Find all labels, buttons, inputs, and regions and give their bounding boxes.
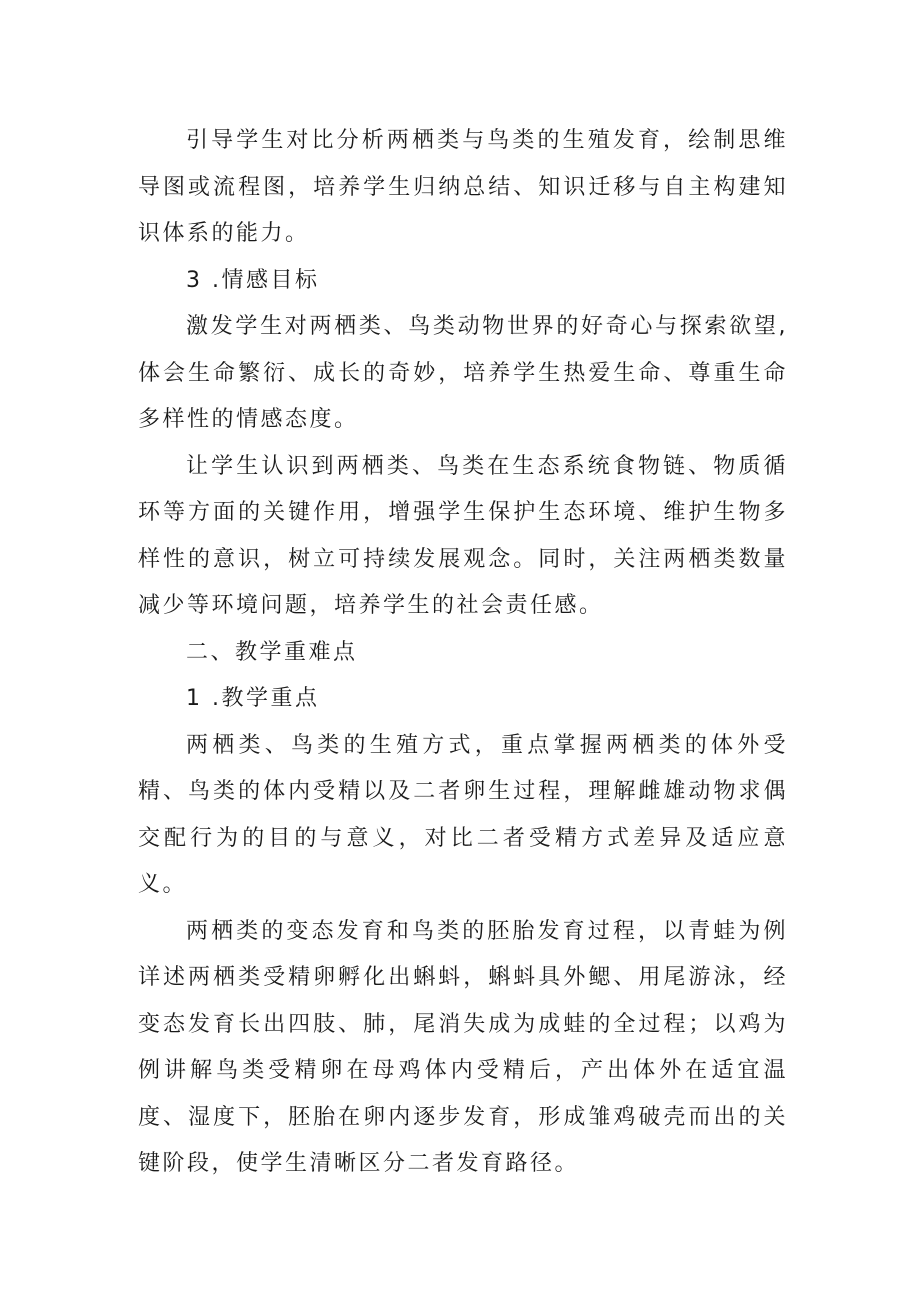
heading-emotional-goals: 3 .情感目标 — [186, 267, 320, 293]
heading-teaching-focus: 1 .教学重点 — [186, 686, 320, 711]
paragraph-thinking-map-ability: 引导学生对比分析两栖类与鸟类的生殖发育，绘制思维导图或流程图，培养学生归纳总结、知识迁移与自主构建知识体系的能力。 — [138, 128, 788, 246]
heading-key-difficult-points: 二、教学重难点 — [186, 639, 358, 665]
paragraph-curiosity-life: 激发学生对两栖类、鸟类动物世界的好奇心与探索欲望,体会生命繁衍、成长的奇妙，培养学生热爱生命、尊重生命多样性的情感态度。 — [138, 314, 788, 432]
paragraph-development-process: 两栖类的变态发育和鸟类的胚胎发育过程，以青蛙为例详述两栖类受精卵孵化出蝌蚪，蝌蚪具外鳃、用尾游泳，经变态发育长出四肢、肺，尾消失成为成蛙的全过程；以鸡为例讲解鸟类受精卵在母鸡体内受精后，产出体外在适宜温度、湿度下，胚胎在卵内逐步发育，形成雏鸡破壳而出的关键阶段，使学生清晰区分二者发育路径。 — [138, 918, 788, 1176]
document-body — [138, 118, 788, 1188]
paragraph-ecology-responsibility: 让学生认识到两栖类、鸟类在生态系统食物链、物质循环等方面的关键作用，增强学生保护生态环境、维护生物多样性的意识，树立可持续发展观念。同时，关注两栖类数量减少等环境问题，培养学生的社会责任感。 — [138, 453, 788, 618]
paragraph-reproduction-methods: 两栖类、鸟类的生殖方式，重点掌握两栖类的体外受精、鸟类的体内受精以及二者卵生过程，理解雌雄动物求偶交配行为的目的与意义，对比二者受精方式差异及适应意义。 — [138, 732, 788, 897]
